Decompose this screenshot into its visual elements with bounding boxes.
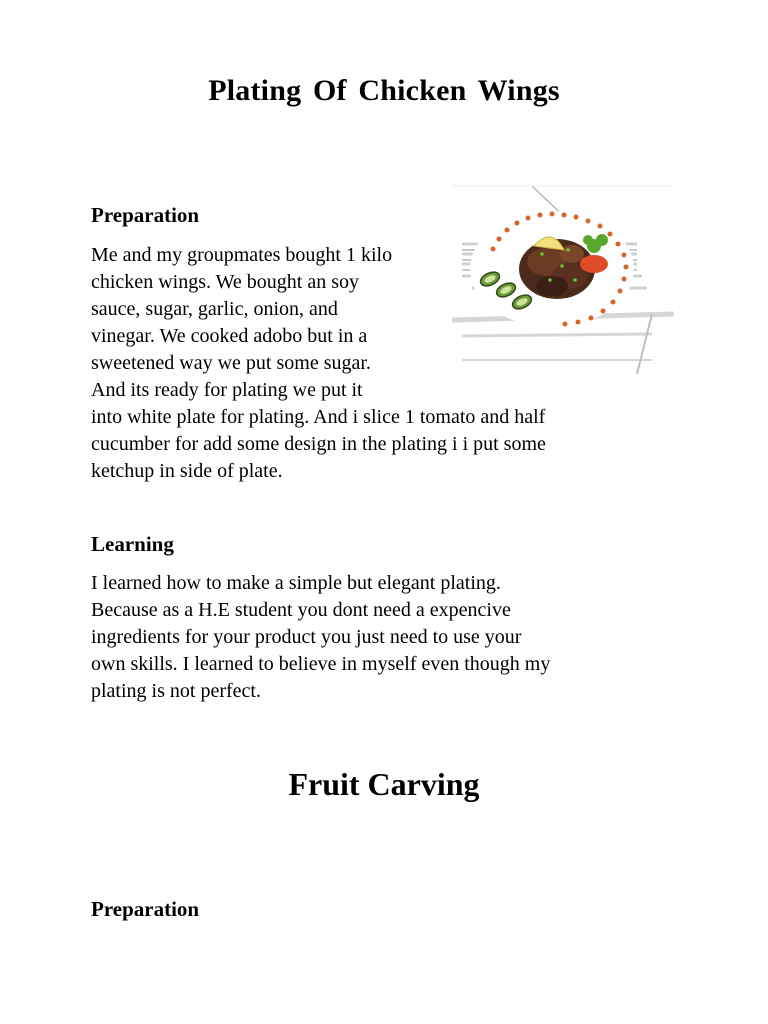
paragraph-line: And its ready for plating we put it [91,379,363,401]
paragraph-line: sweetened way we put some sugar. [91,352,371,374]
section-title: Fruit Carving [288,766,480,802]
paragraph-line: Me and my groupmates bought 1 kilo [91,244,393,266]
paragraph-line: plating is not perfect. [91,680,261,702]
paragraph-line: chicken wings. We bought an soy [91,271,359,293]
paragraph-line: into white plate for plating. And i slice 1 tomato and half [91,406,546,428]
preparation-heading: Preparation [91,897,200,921]
paragraph-line: ketchup in side of plate. [91,460,283,482]
paragraph-line: own skills. I learned to believe in myself even though my [91,653,551,675]
paragraph-line: Because as a H.E student you dont need a expencive [91,599,511,621]
paragraph-line: I learned how to make a simple but elegant plating. [91,572,501,594]
paragraph-line: cucumber for add some design in the plating i i put some [91,433,546,455]
paragraph-line: vinegar. We cooked adobo but in a [91,325,368,347]
chicken-wings-plating-photo [452,184,674,382]
preparation-heading: Preparation [91,203,200,227]
learning-paragraph [91,570,550,705]
paragraph-line: sauce, sugar, garlic, onion, and [91,298,338,320]
page-title: Plating Of Chicken Wings [208,74,560,107]
paragraph-line: ingredients for your product you just need to use your [91,626,522,648]
learning-heading: Learning [91,532,174,556]
